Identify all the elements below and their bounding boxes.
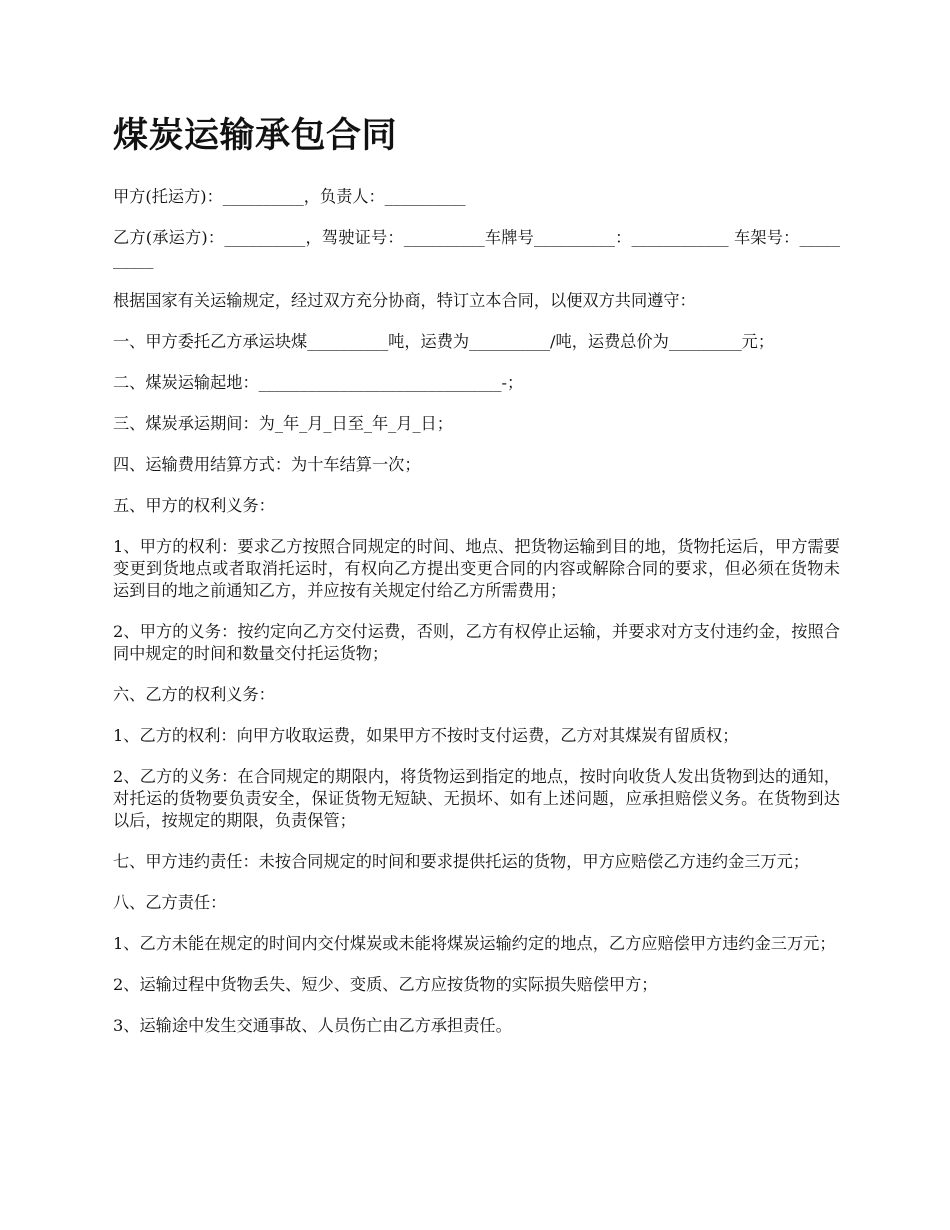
contract-page [113,112,840,1056]
party-b-line: 乙方(承运方)：__________，驾驶证号：__________车牌号__________：____________ 车架号：__________ [113,228,840,269]
clause-8-item-2: 2、运输过程中货物丢失、短少、变质、乙方应按货物的实际损失赔偿甲方； [113,975,658,994]
clause-5-item-2: 2、甲方的义务：按约定向乙方交付运费，否则，乙方有权停止运输，并要求对方支付违约金，按照合同中规定的时间和数量交付托运货物； [113,622,840,663]
clause-6-item-2: 2、乙方的义务：在合同规定的期限内，将货物运到指定的地点，按时向收货人发出货物到达的通知，对托运的货物要负责安全，保证货物无短缺、无损坏、如有上述问题，应承担赔偿义务。在货物到达以后，按规定的期限，负责保管； [113,767,840,830]
clause-8-item-1: 1、乙方未能在规定的时间内交付煤炭或未能将煤炭运输约定的地点，乙方应赔偿甲方违约金三万元； [113,934,836,953]
clause-2: 二、煤炭运输起地：______________________________-； [113,373,524,392]
clause-5-heading: 五、甲方的权利义务： [113,496,275,515]
clause-5-item-1: 1、甲方的权利：要求乙方按照合同规定的时间、地点、把货物运输到目的地，货物托运后，甲方需要变更到货地点或者取消托运时，有权向乙方提出变更合同的内容或解除合同的要求，但必须在货物未运到目的地之前通知乙方，并应按有关规定付给乙方所需费用； [113,537,840,600]
clause-7: 七、甲方违约责任：未按合同规定的时间和要求提供托运的货物，甲方应赔偿乙方违约金三万元； [113,852,810,871]
clause-6-heading: 六、乙方的权利义务： [113,685,275,704]
clause-1: 一、甲方委托乙方承运块煤__________吨，运费为__________/吨，运费总价为_________元； [113,332,775,351]
clause-4: 四、运输费用结算方式：为十车结算一次； [113,455,421,474]
clause-3: 三、煤炭承运期间：为_年_月_日至_年_月_日； [113,414,453,433]
party-a-line: 甲方(托运方)：__________，负责人：__________ [113,187,466,206]
clause-8-heading: 八、乙方责任： [113,893,227,912]
document-title: 煤炭运输承包合同 [113,116,398,156]
clause-8-item-3: 3、运输途中发生交通事故、人员伤亡由乙方承担责任。 [113,1016,512,1035]
preamble: 根据国家有关运输规定，经过双方充分协商，特订立本合同，以便双方共同遵守： [113,291,696,310]
clause-6-item-1: 1、乙方的权利：向甲方收取运费，如果甲方不按时支付运费，乙方对其煤炭有留质权； [113,726,739,745]
